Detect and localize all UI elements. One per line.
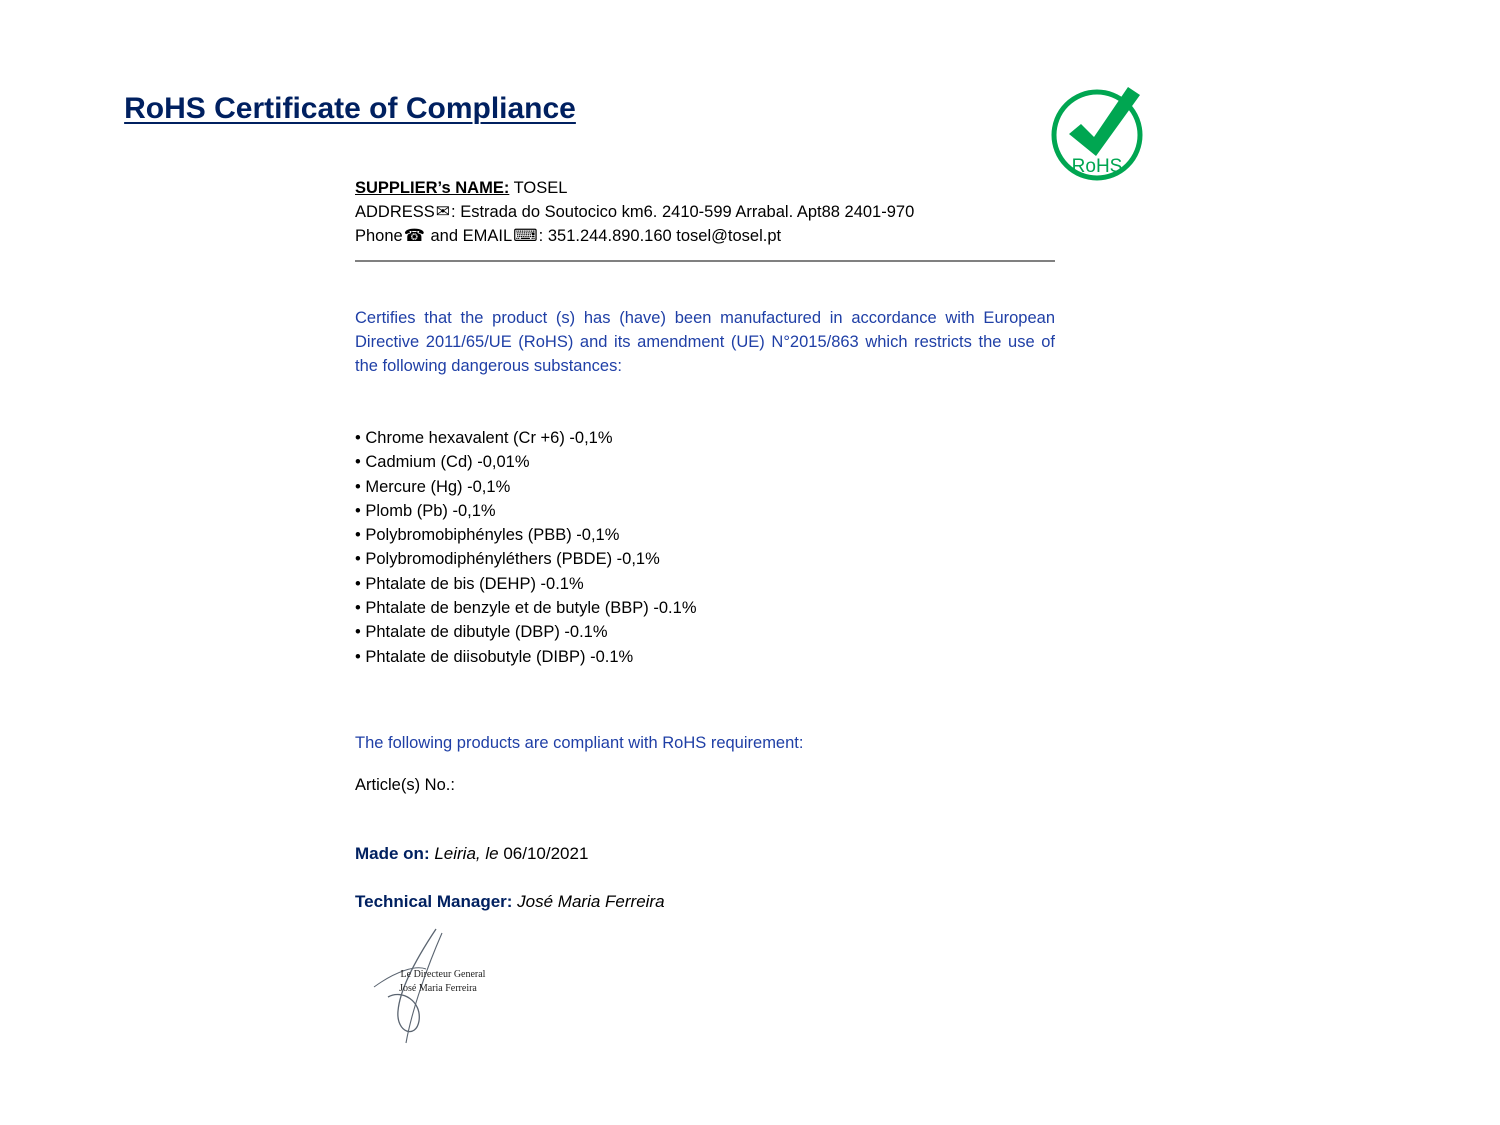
substance-item: • Phtalate de bis (DEHP) -0.1% — [355, 572, 1055, 596]
computer-icon: ⌨ — [513, 226, 538, 245]
rohs-logo-label: RoHS — [1071, 156, 1123, 177]
substance-item: • Mercure (Hg) -0,1% — [355, 475, 1055, 499]
email-label: and EMAIL — [425, 227, 513, 245]
supplier-name-line — [355, 176, 1055, 200]
page-title: RoHS Certificate of Compliance — [124, 92, 576, 125]
supplier-address-line — [355, 200, 1055, 224]
address-value: : Estrada do Soutocico km6. 2410-599 Arrabal. Apt88 2401-970 — [451, 203, 915, 221]
made-on-place: Leiria, le — [429, 844, 499, 863]
supplier-block — [355, 176, 1055, 248]
signature-stamp-line1: Le Directeur General — [400, 969, 486, 980]
compliance-statement: The following products are compliant with RoHS requirement: — [355, 734, 804, 752]
supplier-name-value: TOSEL — [509, 179, 568, 197]
substance-item: • Phtalate de diisobutyle (DIBP) -0.1% — [355, 645, 1055, 669]
substance-item: • Plomb (Pb) -0,1% — [355, 499, 1055, 523]
signature — [358, 925, 508, 1050]
made-on-date: 06/10/2021 — [498, 844, 589, 863]
signature-stamp-line2: José Maria Ferreira — [399, 983, 477, 994]
technical-manager-name: José Maria Ferreira — [512, 892, 665, 911]
substance-item: • Cadmium (Cd) -0,01% — [355, 450, 1055, 474]
address-label: ADDRESS — [355, 203, 435, 221]
certification-paragraph: Certifies that the product (s) has (have) been manufactured in accordance with European Directive 2011/65/UE (RoHS) and its amendment (UE) N°2015/863 which restricts the use of the following dangerous substances: — [355, 309, 1055, 375]
substance-item: • Phtalate de dibutyle (DBP) -0.1% — [355, 620, 1055, 644]
telephone-icon: ☎ — [403, 226, 425, 245]
rohs-logo — [1050, 82, 1150, 182]
article-line: Article(s) No.: — [355, 776, 455, 794]
technical-manager-label: Technical Manager: — [355, 892, 513, 911]
made-on-label: Made on: — [355, 844, 430, 863]
substance-item: • Chrome hexavalent (Cr +6) -0,1% — [355, 426, 1055, 450]
supplier-name-label: SUPPLIER’s NAME: — [355, 179, 510, 197]
phone-email-value: : 351.244.890.160 tosel@tosel.pt — [538, 227, 782, 245]
phone-label: Phone — [355, 227, 403, 245]
substance-item: • Phtalate de benzyle et de butyle (BBP) -0.1% — [355, 596, 1055, 620]
substances-list — [355, 426, 1055, 669]
made-on-line — [355, 844, 1055, 864]
technical-manager-line — [355, 892, 1055, 912]
supplier-contact-line — [355, 224, 1055, 248]
substance-item: • Polybromodiphényléthers (PBDE) -0,1% — [355, 547, 1055, 571]
substance-item: • Polybromobiphényles (PBB) -0,1% — [355, 523, 1055, 547]
divider-line — [355, 260, 1055, 262]
envelope-icon: ✉ — [435, 202, 451, 221]
